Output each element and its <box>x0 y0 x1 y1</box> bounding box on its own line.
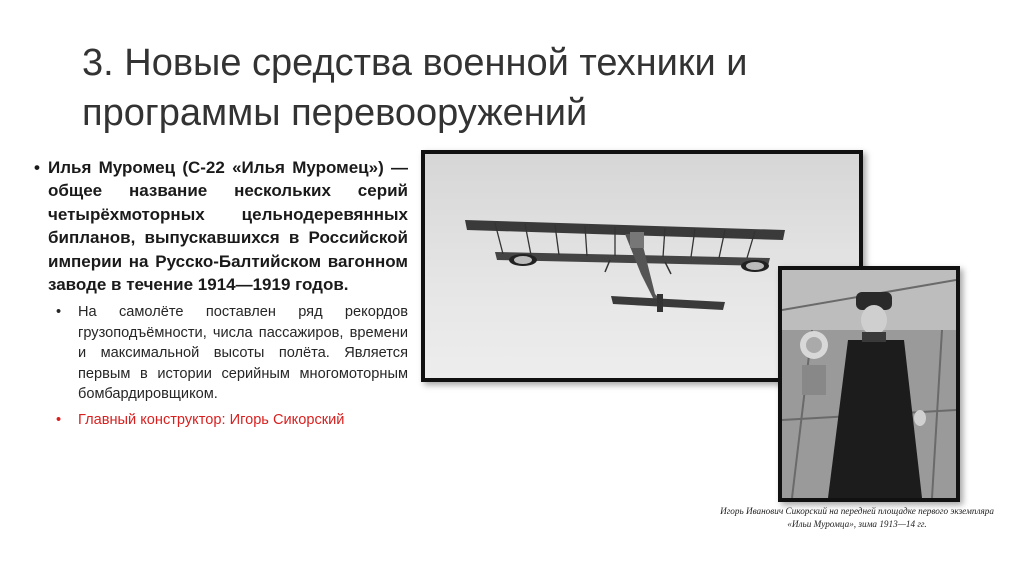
sikorsky-portrait <box>778 266 960 502</box>
main-bullet: • Илья Муромец (С-22 «Илья Муромец») — общее название нескольких серий четырёхмоторных цельнодеревянных бипланов, выпускавшихся в Российской империи на Русско-Балтийском вагонном заводе в течение 1914—1919 годов. <box>34 156 408 296</box>
slide-title: 3. Новые средства военной техники и программы перевооружений <box>82 42 748 134</box>
sub-bullet-designer: • Главный конструктор: Игорь Сикорский <box>78 410 408 430</box>
bullet-list <box>34 156 408 431</box>
photo-caption: Игорь Иванович Сикорский на передней площадке первого экземпляра «Ильи Муромца», зима 1913—14 гг. <box>720 506 994 529</box>
sub-bullet-records: • На самолёте поставлен ряд рекордов грузоподъёмности, числа пассажиров, времени и максимальной высоты полёта. Является первым в истории серийным многомоторным бомбардировщиком. <box>78 302 408 404</box>
